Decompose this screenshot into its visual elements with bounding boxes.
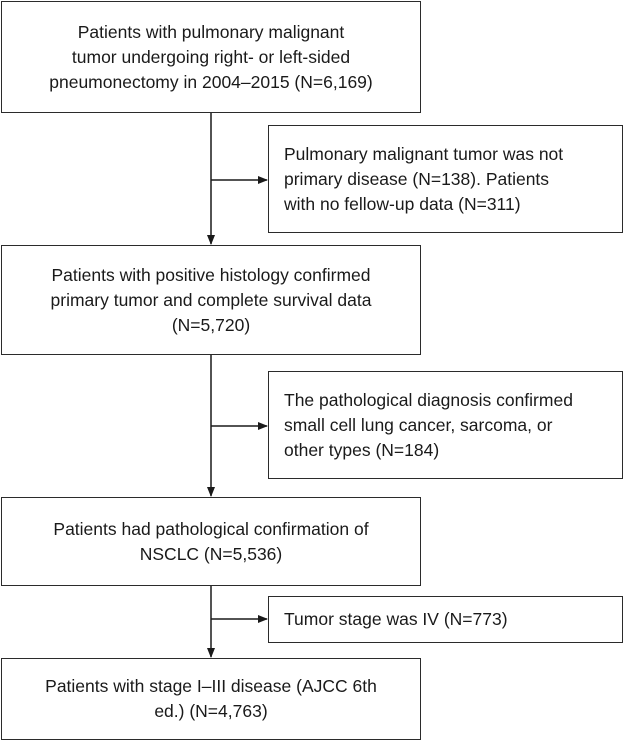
exclusion-box-3 — [268, 596, 623, 643]
nsclc-confirmed-box — [1, 497, 421, 586]
exclusion-box-1 — [268, 125, 623, 233]
exclusion-text-1: Pulmonary malignant tumor was not primary disease (N=138). Patients with no fellow-up data (N=311) — [284, 143, 564, 214]
exclusion-text-2: The pathological diagnosis confirmed small cell lung cancer, sarcoma, or other types (N=184) — [284, 389, 573, 460]
nsclc-confirmed-text: Patients had pathological confirmation of NSCLC (N=5,536) — [53, 518, 369, 564]
exclusion-text-3: Tumor stage was IV (N=773) — [284, 609, 508, 629]
initial-cohort-text: Patients with pulmonary malignant tumor undergoing right- or left-sided pneumonectomy in 2004–2015 (N=6,169) — [49, 21, 373, 92]
final-cohort-box — [1, 658, 421, 740]
exclusion-box-2 — [268, 371, 623, 479]
histology-confirmed-text: Patients with positive histology confirmed primary tumor and complete survival data (N=5,720) — [50, 264, 372, 335]
initial-cohort-box — [1, 1, 421, 113]
final-cohort-text: Patients with stage I–III disease (AJCC 6th ed.) (N=4,763) — [45, 676, 377, 721]
histology-confirmed-box — [1, 245, 421, 355]
